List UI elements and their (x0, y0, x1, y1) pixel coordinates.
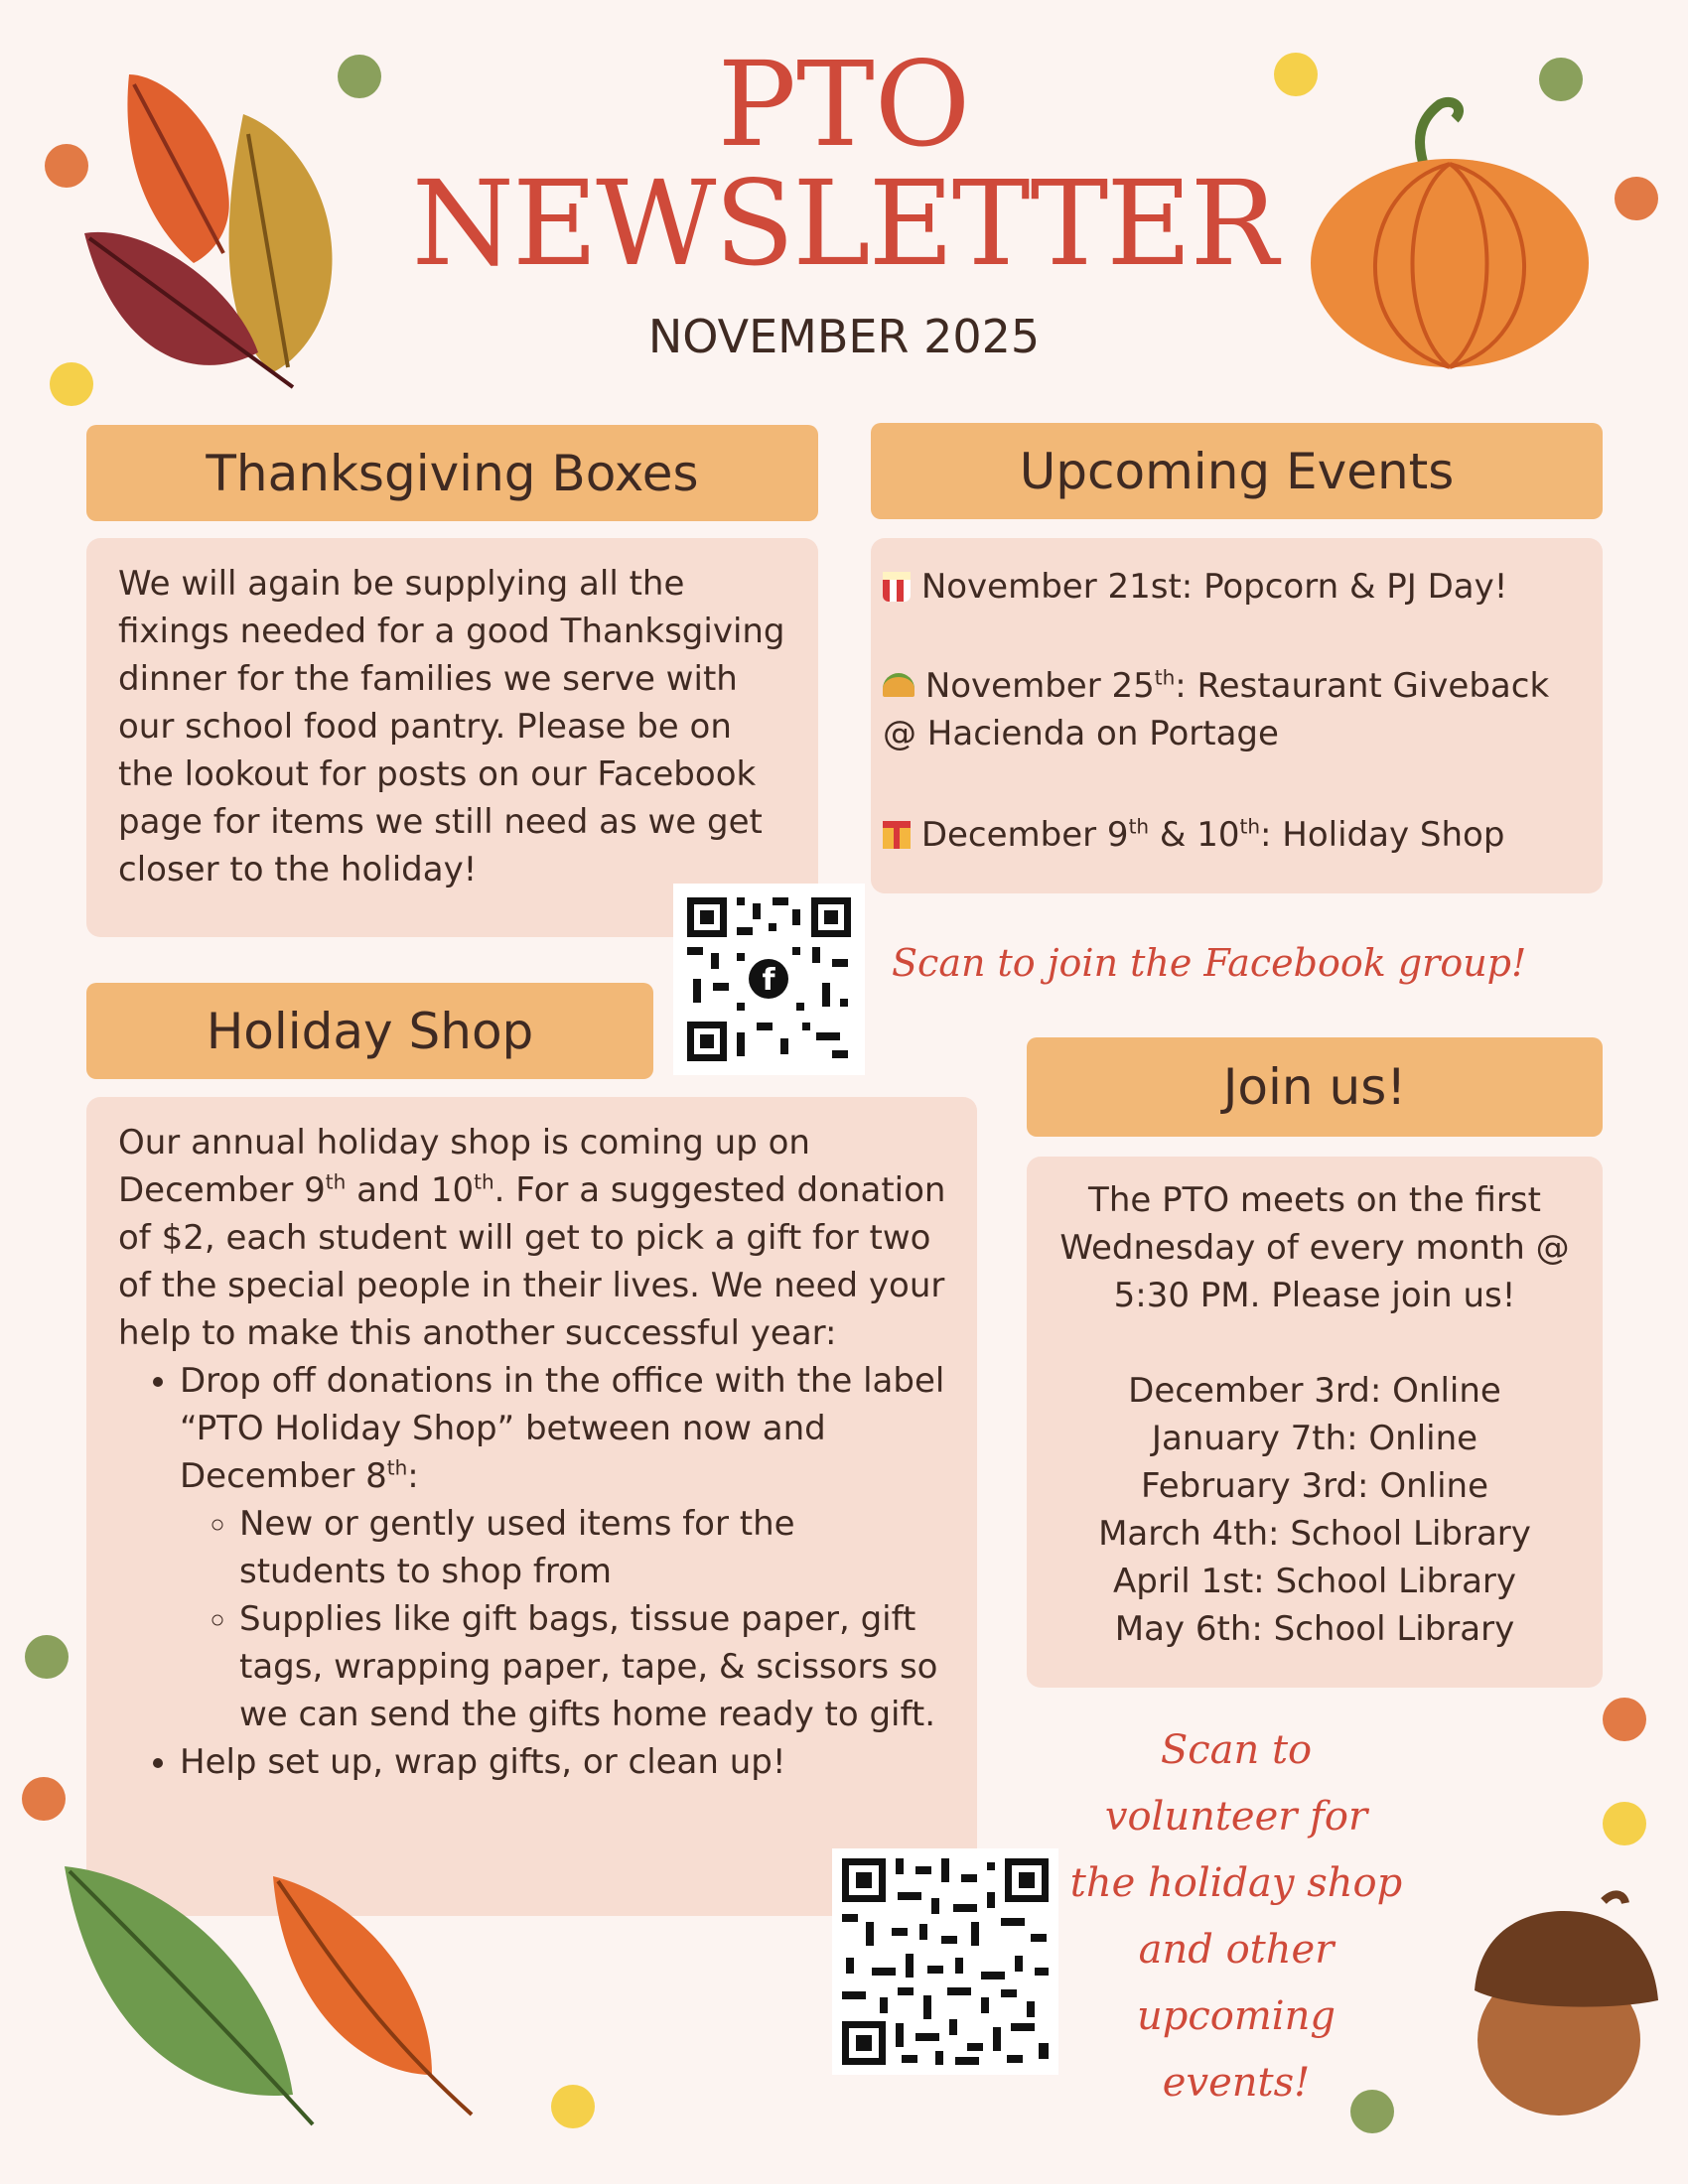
decor-dot (22, 1777, 66, 1821)
qr-code-icon (673, 884, 865, 1075)
event-text: November 21st: Popcorn & PJ Day! (920, 567, 1508, 607)
event-item (883, 662, 1588, 757)
events-heading (871, 423, 1603, 519)
text-part: Our annual holiday shop is coming up on December 9 (118, 1123, 810, 1210)
events-heading-text: Upcoming Events (1019, 442, 1455, 500)
svg-text:f: f (762, 963, 775, 998)
acorn-icon (1455, 1881, 1663, 2119)
holiday-shop-content (86, 1097, 977, 1786)
event-text-part: November 25 (924, 666, 1155, 706)
superscript: th (1239, 814, 1261, 839)
superscript: th (474, 1169, 494, 1194)
event-text-part: December 9 (920, 815, 1129, 855)
thanksgiving-heading-text: Thanksgiving Boxes (206, 444, 699, 502)
newsletter-date: NOVEMBER 2025 (647, 310, 1041, 363)
decor-dot (1603, 1698, 1646, 1741)
list-item: ◦ New or gently used items for the students to shop from (239, 1500, 949, 1595)
meeting-date: April 1st: School Library (1112, 1562, 1517, 1601)
meeting-date: December 3rd: Online (1128, 1371, 1501, 1411)
event-text-part: & 10 (1149, 815, 1240, 855)
meeting-date: February 3rd: Online (1141, 1466, 1488, 1506)
event-text (883, 666, 1549, 753)
decor-dot (551, 2085, 595, 2128)
join-box (1027, 1157, 1603, 1688)
meeting-date: March 4th: School Library (1098, 1514, 1531, 1554)
list-item (180, 1357, 949, 1738)
decor-dot (25, 1635, 69, 1679)
holiday-shop-intro (118, 1119, 949, 1357)
thanksgiving-body: We will again be supplying all the fixings needed for a good Thanksgiving dinner for the families we serve with our school food pantry. Please be on the lookout for posts on our Facebook page for items we still need as we get closer to the holiday! (118, 564, 785, 889)
newsletter-title-line2: NEWSLETTER (411, 155, 1277, 292)
thanksgiving-box (86, 538, 818, 937)
event-text-part: : Holiday Shop (1260, 815, 1505, 855)
list-item: ◦ Supplies like gift bags, tissue paper, gift tags, wrapping paper, tape, & scissors so we can send the gifts home ready to gift. (239, 1595, 949, 1738)
superscript: th (1128, 814, 1150, 839)
decor-dot (1603, 1802, 1646, 1845)
text-part: and 10 (346, 1170, 475, 1210)
holiday-shop-heading-text: Holiday Shop (206, 1002, 534, 1060)
autumn-leaves-icon (55, 1856, 511, 2134)
newsletter-title-line1: PTO (717, 36, 971, 173)
event-text-part: : Restaurant Giveback @ Hacienda on Portage (883, 666, 1550, 753)
holiday-shop-list (118, 1357, 949, 1786)
meeting-date: January 7th: Online (1151, 1419, 1478, 1458)
superscript: th (325, 1169, 347, 1194)
thanksgiving-heading (86, 425, 818, 521)
join-intro: The PTO meets on the first Wednesday of every month @ 5:30 PM. Please join us! (1059, 1180, 1570, 1315)
text-part: . For a suggested donation of $2, each student will get to pick a gift for two of the special people in their lives. We need your help to make this another successful year: (118, 1170, 946, 1353)
taco-icon (883, 673, 914, 697)
text-part: : (407, 1456, 419, 1496)
facebook-qr-code[interactable] (673, 884, 865, 1075)
event-item (883, 811, 1588, 859)
join-heading (1027, 1037, 1603, 1137)
volunteer-qr-code[interactable] (832, 1848, 1058, 2075)
facebook-caption: Scan to join the Facebook group! (892, 941, 1527, 985)
superscript: th (386, 1455, 408, 1480)
list-item: • Help set up, wrap gifts, or clean up! (180, 1738, 949, 1786)
event-item (883, 563, 1588, 611)
qr-code-icon (832, 1848, 1058, 2075)
holiday-shop-box (86, 1097, 977, 1916)
superscript: th (1154, 665, 1176, 690)
popcorn-icon (883, 572, 911, 602)
events-box (871, 538, 1603, 893)
meeting-date: May 6th: School Library (1114, 1609, 1515, 1649)
event-text (921, 815, 1505, 855)
holiday-shop-sublist (180, 1500, 949, 1738)
volunteer-caption: Scan to volunteer for the holiday shop and other upcoming events! (1069, 1727, 1403, 2106)
gift-icon (883, 821, 911, 849)
meeting-dates (1027, 1367, 1603, 1653)
text-part: Drop off donations in the office with the label “PTO Holiday Shop” between now and December 8 (180, 1361, 945, 1496)
join-heading-text: Join us! (1222, 1058, 1407, 1116)
holiday-shop-heading (86, 983, 653, 1079)
